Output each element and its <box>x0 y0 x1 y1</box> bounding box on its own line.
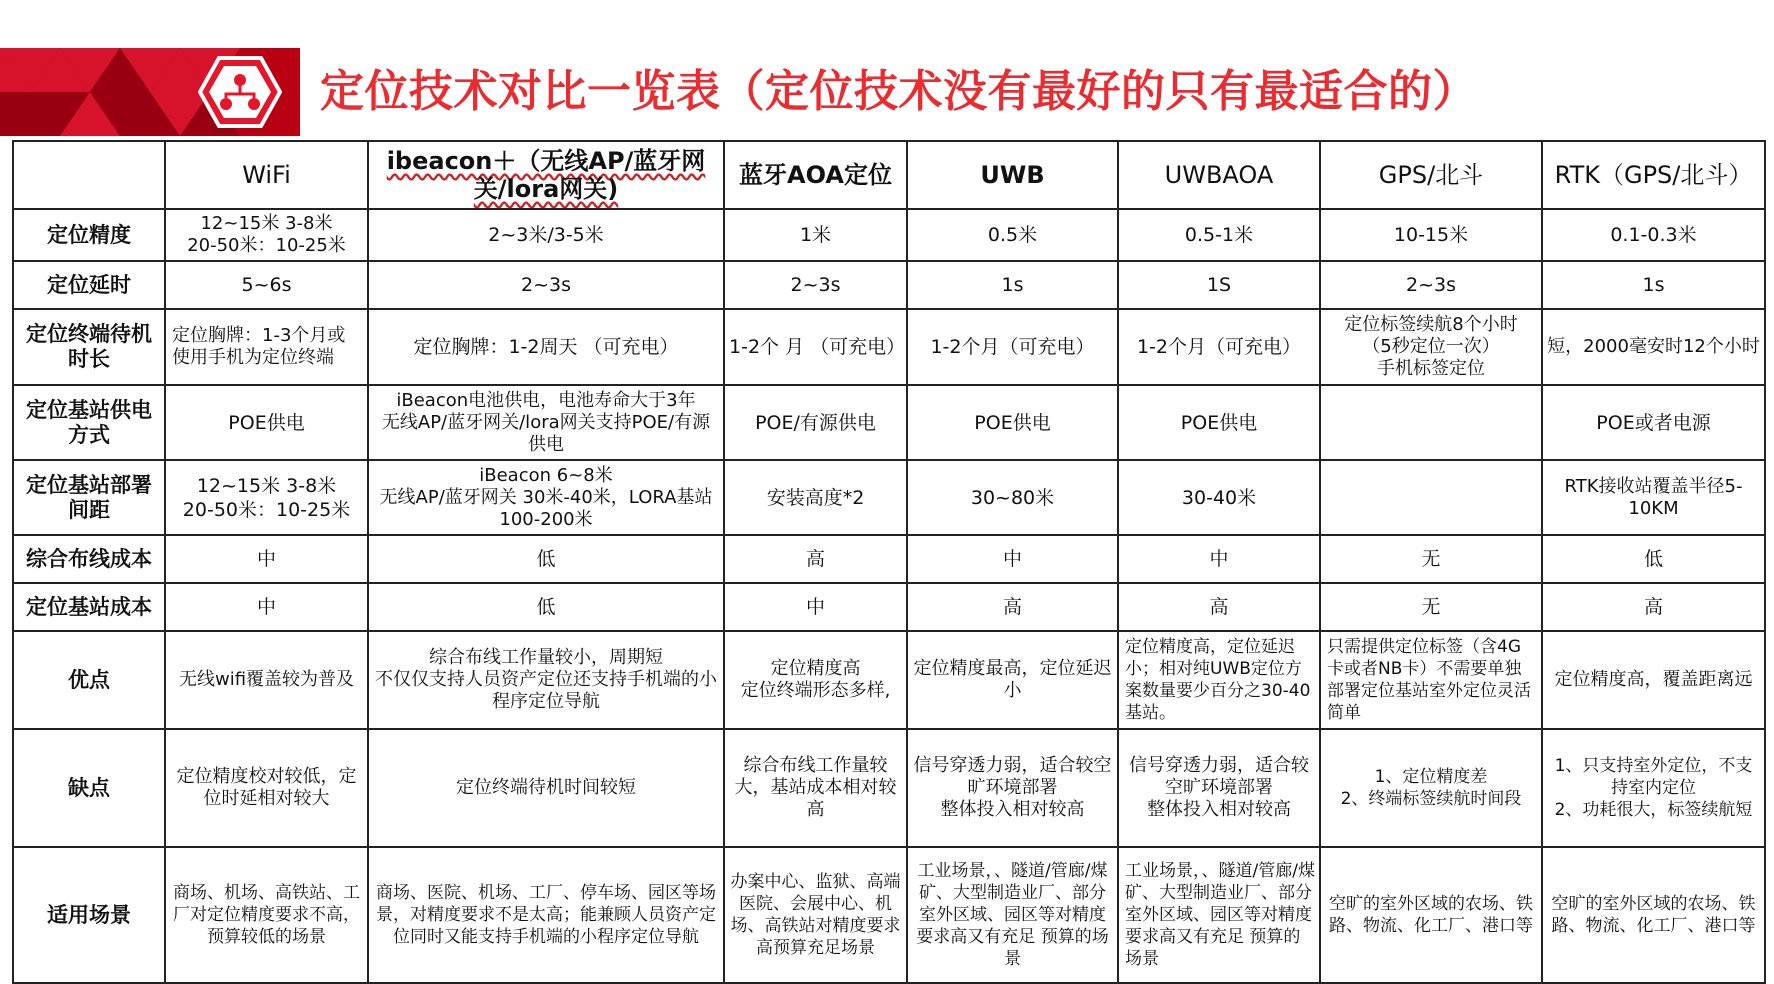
table-cell: 定位精度最高，定位延迟小 <box>907 631 1118 729</box>
network-hexagon-icon <box>198 56 282 128</box>
table-cell: 定位精度校对较低，定位时延相对较大 <box>165 729 368 847</box>
table-cell: POE或者电源 <box>1542 385 1765 460</box>
table-cell: 2~3s <box>724 261 907 309</box>
table-cell: 30-40米 <box>1118 460 1320 535</box>
column-header-ibeacon <box>368 141 724 209</box>
table-header-row <box>13 141 1765 209</box>
table-cell: 中 <box>165 583 368 631</box>
row-label: 定位基站部署间距 <box>13 460 165 535</box>
table-cell: 0.5-1米 <box>1118 209 1320 261</box>
table-cell: 1s <box>1542 261 1765 309</box>
table-cell: 1-2个月（可充电） <box>1118 309 1320 385</box>
table-cell: 中 <box>1118 535 1320 583</box>
table-cell: 商场、医院、机场、工厂、停车场、园区等场景，对精度要求不是太高；能兼顾人员资产定位同时又能支持手机端的小程序定位导航 <box>368 847 724 983</box>
table-cell: 定位终端待机时间较短 <box>368 729 724 847</box>
table-cell: 1、只支持室外定位，不支持室内定位 2、功耗很大，标签续航短 <box>1542 729 1765 847</box>
table-row <box>13 631 1765 729</box>
table-cell: 无线wifi覆盖较为普及 <box>165 631 368 729</box>
header-empty-cell <box>13 141 165 209</box>
column-header-uwb: UWB <box>907 141 1118 209</box>
table-cell: 高 <box>1542 583 1765 631</box>
table-cell: 短，2000毫安时12个小时 <box>1542 309 1765 385</box>
table-cell <box>1320 460 1542 535</box>
table-row <box>13 847 1765 983</box>
table-cell: 综合布线工作量较大，基站成本相对较高 <box>724 729 907 847</box>
table-cell: POE供电 <box>1118 385 1320 460</box>
table-row <box>13 460 1765 535</box>
table-cell: 办案中心、监狱、高端医院、会展中心、机场、高铁站对精度要求高预算充足场景 <box>724 847 907 983</box>
table-cell: 中 <box>165 535 368 583</box>
table-row <box>13 729 1765 847</box>
table-row <box>13 583 1765 631</box>
table-cell: 只需提供定位标签（含4G卡或者NB卡）不需要单独部署定位基站室外定位灵活简单 <box>1320 631 1542 729</box>
table-cell: 0.1-0.3米 <box>1542 209 1765 261</box>
table-cell: 高 <box>1118 583 1320 631</box>
row-label: 定位基站成本 <box>13 583 165 631</box>
column-header-rtk: RTK（GPS/北斗） <box>1542 141 1765 209</box>
table-cell: 综合布线工作量较小，周期短 不仅仅支持人员资产定位还支持手机端的小程序定位导航 <box>368 631 724 729</box>
table-cell: 安装高度*2 <box>724 460 907 535</box>
table-cell: 1、定位精度差 2、终端标签续航时间段 <box>1320 729 1542 847</box>
table-cell: 定位胸牌：1-3个月或使用手机为定位终端 <box>165 309 368 385</box>
table-cell: 1米 <box>724 209 907 261</box>
table-cell: 商场、机场、高铁站、工厂对定位精度要求不高，预算较低的场景 <box>165 847 368 983</box>
column-header-ble-aoa: 蓝牙AOA定位 <box>724 141 907 209</box>
table-cell: iBeacon电池供电，电池寿命大于3年 无线AP/蓝牙网关/lora网关支持POE/有源供电 <box>368 385 724 460</box>
table-cell: 低 <box>368 535 724 583</box>
header-banner <box>0 48 1774 136</box>
table-cell: 定位标签续航8个小时 （5秒定位一次） 手机标签定位 <box>1320 309 1542 385</box>
table-cell: 信号穿透力弱，适合较空旷环境部署 整体投入相对较高 <box>1118 729 1320 847</box>
row-label: 定位精度 <box>13 209 165 261</box>
row-label: 缺点 <box>13 729 165 847</box>
table-cell: 12~15米 3-8米 20-50米：10-25米 <box>165 460 368 535</box>
table-cell: 2~3米/3-5米 <box>368 209 724 261</box>
table-cell: 定位精度高，定位延迟小；相对纯UWB定位方案数量要少百分之30-40基站。 <box>1118 631 1320 729</box>
table-cell: 工业场景，、隧道/管廊/煤矿、大型制造业厂、部分室外区域、园区等对精度要求高又有充足 预算的场景 <box>907 847 1118 983</box>
table-cell: RTK接收站覆盖半径5-10KM <box>1542 460 1765 535</box>
comparison-table <box>12 140 1766 984</box>
table-cell: 定位精度高，覆盖距离远 <box>1542 631 1765 729</box>
table-row <box>13 261 1765 309</box>
table-row <box>13 309 1765 385</box>
table-cell: 低 <box>368 583 724 631</box>
table-cell: 低 <box>1542 535 1765 583</box>
table-cell: 5~6s <box>165 261 368 309</box>
table-cell: 高 <box>724 535 907 583</box>
table-cell: 30~80米 <box>907 460 1118 535</box>
table-cell: 12~15米 3-8米 20-50米：10-25米 <box>165 209 368 261</box>
table-cell: 中 <box>907 535 1118 583</box>
table-cell: 中 <box>724 583 907 631</box>
table-cell: 空旷的室外区域的农场、铁路、物流、化工厂、港口等 <box>1542 847 1765 983</box>
table-cell: 空旷的室外区域的农场、铁路、物流、化工厂、港口等 <box>1320 847 1542 983</box>
table-cell: POE供电 <box>165 385 368 460</box>
table-cell <box>1320 385 1542 460</box>
table-cell: 2~3s <box>1320 261 1542 309</box>
row-label: 定位基站供电方式 <box>13 385 165 460</box>
row-label: 优点 <box>13 631 165 729</box>
column-header-wifi: WiFi <box>165 141 368 209</box>
row-label: 适用场景 <box>13 847 165 983</box>
table-row <box>13 385 1765 460</box>
table-cell: 10-15米 <box>1320 209 1542 261</box>
table-cell: 无 <box>1320 535 1542 583</box>
table-cell: 定位精度高 定位终端形态多样, <box>724 631 907 729</box>
table-row <box>13 535 1765 583</box>
row-label: 综合布线成本 <box>13 535 165 583</box>
table-cell: POE供电 <box>907 385 1118 460</box>
table-cell: iBeacon 6~8米 无线AP/蓝牙网关 30米-40米，LORA基站100-200米 <box>368 460 724 535</box>
comparison-table-wrapper <box>12 140 1764 984</box>
column-header-ibeacon-text: ibeacon＋（无线AP/蓝牙网关/lora网关) <box>386 147 706 203</box>
table-cell: 1-2个月（可充电） <box>907 309 1118 385</box>
column-header-gps: GPS/北斗 <box>1320 141 1542 209</box>
table-cell: POE/有源供电 <box>724 385 907 460</box>
table-cell: 高 <box>907 583 1118 631</box>
table-cell: 1s <box>907 261 1118 309</box>
row-label: 定位延时 <box>13 261 165 309</box>
table-cell: 0.5米 <box>907 209 1118 261</box>
table-cell: 2~3s <box>368 261 724 309</box>
table-row <box>13 209 1765 261</box>
table-cell: 无 <box>1320 583 1542 631</box>
row-label: 定位终端待机时长 <box>13 309 165 385</box>
table-cell: 1S <box>1118 261 1320 309</box>
page-title: 定位技术对比一览表（定位技术没有最好的只有最适合的） <box>320 66 1477 117</box>
table-cell: 信号穿透力弱，适合较空旷环境部署 整体投入相对较高 <box>907 729 1118 847</box>
table-cell: 工业场景，、隧道/管廊/煤矿、大型制造业厂、部分室外区域、园区等对精度要求高又有充足 预算的场景 <box>1118 847 1320 983</box>
table-cell: 1-2个 月 （可充电） <box>724 309 907 385</box>
table-cell: 定位胸牌：1-2周天 （可充电） <box>368 309 724 385</box>
column-header-uwbaoa: UWBAOA <box>1118 141 1320 209</box>
